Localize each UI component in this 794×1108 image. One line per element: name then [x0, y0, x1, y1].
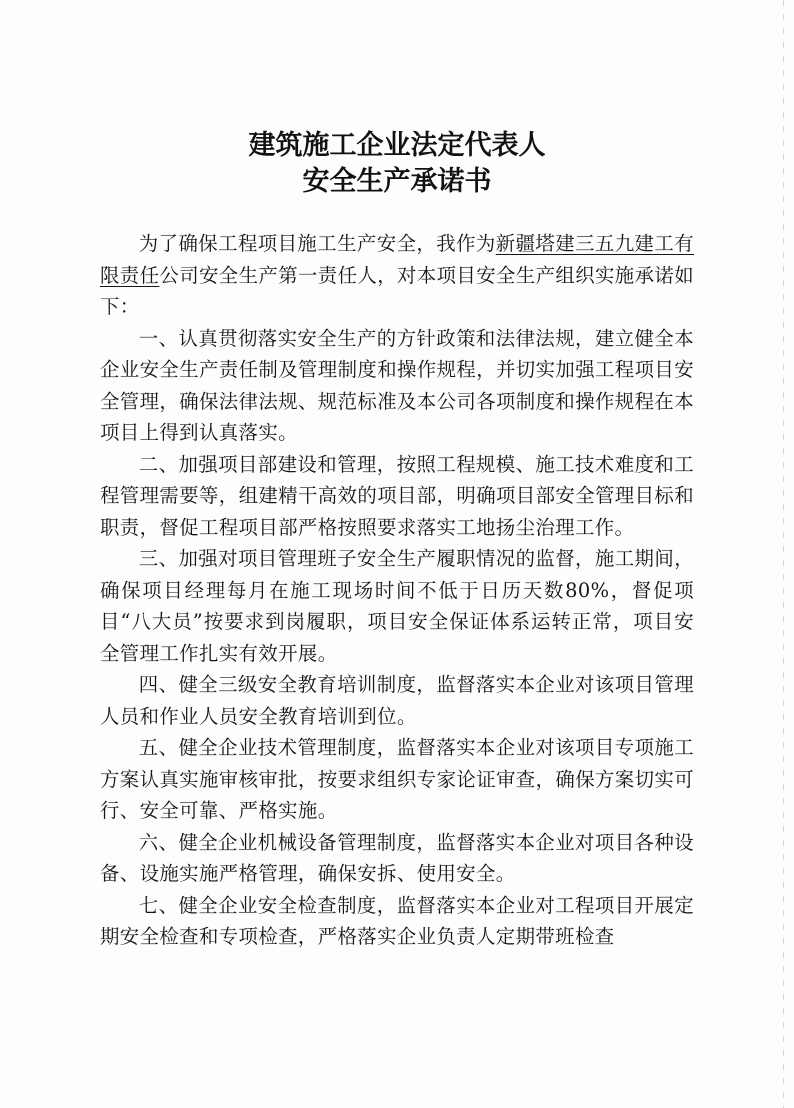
document-title-line2: 安全生产承诺书	[302, 166, 492, 197]
intro-text-before: 为了确保工程项目施工生产安全，我作为	[138, 232, 496, 255]
intro-paragraph	[100, 228, 694, 323]
commitment-item-7: 七、健全企业安全检查制度，监督落实本企业对工程项目开展定期安全检查和专项检查，严格落实企业负责人定期带班检查	[100, 893, 694, 948]
document-body	[100, 228, 694, 953]
commitment-item-3: 三、加强对项目管理班子安全生产履职情况的监督，施工期间，确保项目经理每月在施工现场时间不低于日历天数80%，督促项目“八大员”按要求到岗履职，项目安全保证体系运转正常，项目安全管理工作扎实有效开展。	[100, 547, 694, 665]
commitment-item-4: 四、健全三级安全教育培训制度，监督落实本企业对该项目管理人员和作业人员安全教育培训到位。	[100, 673, 694, 728]
company-name: 新疆塔建三五九建工有限责任	[100, 232, 695, 287]
commitment-item-5: 五、健全企业技术管理制度，监督落实本企业对该项目专项施工方案认真实施审核审批，按要求组织专家论证审查，确保方案切实可行、安全可靠、严格实施。	[100, 736, 694, 822]
commitment-item-1: 一、认真贯彻落实安全生产的方针政策和法律法规，建立健全本企业安全生产责任制及管理制度和操作规程，并切实加强工程项目安全管理，确保法律法规、规范标准及本公司各项制度和操作规程在本项目上得到认真落实。	[100, 326, 694, 444]
intro-text-after: 公司安全生产第一责任人，对本项目安全生产组织实施承诺如下：	[100, 263, 694, 318]
commitment-item-6: 六、健全企业机械设备管理制度，监督落实本企业对项目各种设备、设施实施严格管理，确保安拆、使用安全。	[100, 830, 694, 885]
commitment-item-2: 二、加强项目部建设和管理，按照工程规模、施工技术难度和工程管理需要等，组建精干高效的项目部，明确项目部安全管理目标和职责，督促工程项目部严格按照要求落实工地扬尘治理工作。	[100, 452, 694, 539]
document-title-line1: 建筑施工企业法定代表人	[248, 130, 546, 161]
